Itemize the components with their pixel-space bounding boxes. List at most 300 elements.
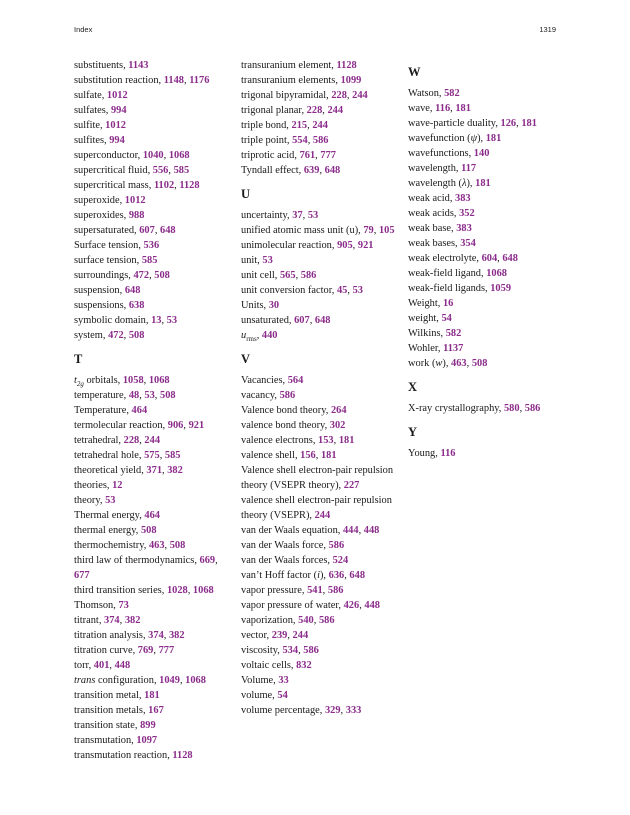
index-entry [74, 508, 234, 523]
page-reference-link[interactable]: 994 [110, 105, 127, 116]
entry-text: Thermal energy, [74, 510, 145, 521]
page-reference-link[interactable]: 383 [456, 223, 472, 234]
page-reference-link[interactable]: 448 [114, 660, 131, 671]
entry-text: , [307, 135, 313, 146]
entry-text: vacancy, [241, 390, 280, 401]
page-reference-link[interactable]: 586 [328, 540, 345, 551]
page-reference-link[interactable]: 1012 [124, 195, 146, 206]
page-reference-link[interactable]: 1176 [189, 75, 210, 86]
entry-text: superconductor, [74, 150, 143, 161]
page-reference-link[interactable]: 582 [444, 88, 460, 99]
italic-term: w [435, 358, 443, 369]
index-entry [74, 658, 234, 673]
index-entry [408, 266, 568, 281]
entry-text: , [347, 285, 353, 296]
entry-text: , [154, 390, 160, 401]
index-entry [241, 448, 401, 463]
entry-text: , [143, 375, 149, 386]
page-reference-link[interactable]: 181 [144, 690, 160, 701]
entry-text: , [315, 150, 321, 161]
entry-text: system, [74, 330, 109, 341]
entry-text: van der Waals force, [241, 540, 329, 551]
page-reference-link[interactable]: 117 [461, 163, 477, 174]
entry-text: transuranium elements, [241, 75, 341, 86]
entry-text: theories, [74, 480, 113, 491]
page-reference-link[interactable]: 463 [148, 540, 165, 551]
page-reference-link[interactable]: 215 [291, 120, 308, 131]
entry-text: , [109, 660, 115, 671]
page-reference-link[interactable]: 53 [166, 315, 178, 326]
page-reference-link[interactable]: 1040 [142, 150, 164, 161]
italic-term: trans [74, 675, 96, 686]
entry-text: , [516, 118, 522, 129]
index-entry [241, 118, 401, 133]
page-reference-link[interactable]: 228 [331, 90, 347, 101]
index-entry [241, 658, 401, 673]
index-entry [74, 433, 234, 448]
page-reference-link[interactable]: 374 [104, 615, 120, 626]
running-header-section: Index [74, 25, 93, 34]
entry-text: weak electrolyte, [408, 253, 482, 264]
entry-text: torr, [74, 660, 94, 671]
page-reference-link[interactable]: 227 [343, 480, 360, 491]
entry-text: , [344, 570, 350, 581]
page-reference-link[interactable]: 382 [167, 465, 183, 476]
page-reference-link[interactable]: 648 [324, 165, 341, 176]
entry-text: vapor pressure, [241, 585, 308, 596]
page-reference-link[interactable]: 73 [118, 600, 129, 611]
index-column-2 [241, 58, 401, 718]
page-reference-link[interactable]: 354 [460, 238, 476, 249]
page-reference-link[interactable]: 329 [324, 705, 341, 716]
page-reference-link[interactable]: 153 [318, 435, 334, 446]
page-reference-link[interactable]: 140 [473, 148, 490, 159]
index-entry [74, 643, 234, 658]
page-reference-link[interactable]: 116 [440, 448, 456, 459]
page-reference-link[interactable]: 116 [435, 103, 451, 114]
page-reference-link[interactable]: 582 [445, 328, 462, 339]
page-reference-link[interactable]: 639 [303, 165, 320, 176]
page-reference-link[interactable]: 448 [363, 525, 380, 536]
page-reference-link[interactable]: 508 [169, 540, 186, 551]
page-reference-link[interactable]: 607 [139, 225, 155, 236]
page-reference-link[interactable]: 1102 [153, 180, 175, 191]
page-reference-link[interactable]: 1097 [136, 735, 158, 746]
entry-text: surroundings, [74, 270, 134, 281]
page-reference-link[interactable]: 832 [296, 660, 312, 671]
index-entry [241, 58, 401, 73]
page-reference-link[interactable]: 905 [337, 240, 353, 251]
page-reference-link[interactable]: 156 [300, 450, 316, 461]
entry-text: , [313, 615, 319, 626]
entry-text: third transition series, [74, 585, 167, 596]
page-reference-link[interactable]: 564 [287, 375, 304, 386]
entry-text: , [139, 435, 145, 446]
page-reference-link[interactable]: 302 [329, 420, 346, 431]
italic-term: u [241, 330, 247, 341]
entry-text: valence bond theory, [241, 420, 330, 431]
index-entry [74, 733, 234, 748]
index-entry [74, 388, 234, 403]
entry-text: , [159, 450, 165, 461]
index-entry [241, 568, 401, 583]
entry-text: , [319, 165, 325, 176]
index-entry [74, 553, 234, 583]
page-reference-link[interactable]: 585 [173, 165, 190, 176]
page-reference-link[interactable]: 53 [352, 285, 363, 296]
index-entry [74, 373, 234, 388]
entry-text: theoretical yield, [74, 465, 147, 476]
index-entry [74, 283, 234, 298]
page-reference-link[interactable]: 1143 [128, 60, 149, 71]
entry-text: valence shell electron-pair repulsion theory (VSEPR), [241, 495, 392, 521]
page-reference-link[interactable]: 648 [349, 570, 366, 581]
index-entry [241, 673, 401, 688]
page-reference-link[interactable]: 575 [144, 450, 160, 461]
page-reference-link[interactable]: 508 [471, 358, 488, 369]
index-entry [74, 238, 234, 253]
index-entry [241, 73, 401, 88]
page-reference-link[interactable]: 988 [128, 210, 145, 221]
entry-text: Surface tension, [74, 240, 144, 251]
italic-term: t [74, 375, 77, 386]
page-reference-link[interactable]: 426 [343, 600, 360, 611]
entry-text: , [302, 210, 308, 221]
page-reference-link[interactable]: 994 [109, 135, 125, 146]
page-reference-link[interactable]: 540 [298, 615, 314, 626]
index-entry [74, 193, 234, 208]
page-reference-link[interactable]: 534 [282, 645, 299, 656]
entry-text: uncertainty, [241, 210, 293, 221]
page-reference-link[interactable]: 374 [148, 630, 164, 641]
page-reference-link[interactable]: 244 [144, 435, 161, 446]
entry-text: , [162, 465, 168, 476]
index-entry [241, 223, 401, 238]
page-reference-link[interactable]: 48 [128, 390, 140, 401]
entry-text: ), [466, 178, 476, 189]
entry-text: unit conversion factor, [241, 285, 337, 296]
entry-text: , [358, 525, 364, 536]
page-reference-link[interactable]: 464 [144, 510, 160, 521]
index-entry [408, 206, 568, 221]
page-reference-link[interactable]: 524 [332, 555, 349, 566]
entry-text: vaporization, [241, 615, 299, 626]
entry-text: transuranium element, [241, 60, 337, 71]
page-reference-link[interactable]: 556 [152, 165, 169, 176]
page-reference-link[interactable]: 1137 [443, 343, 464, 354]
page-reference-link[interactable]: 761 [299, 150, 316, 161]
page-reference-link[interactable]: 638 [128, 300, 145, 311]
index-entry [408, 281, 568, 296]
entry-text: work ( [408, 358, 436, 369]
entry-text: unsaturated, [241, 315, 295, 326]
index-entry [74, 133, 234, 148]
page-reference-link[interactable]: 382 [124, 615, 141, 626]
index-entry [241, 148, 401, 163]
page-reference-link[interactable]: 53 [105, 495, 116, 506]
index-entry [241, 88, 401, 103]
entry-text: valence electrons, [241, 435, 319, 446]
subscript-text: 2g [76, 380, 84, 388]
entry-text: , [256, 330, 262, 341]
page-reference-link[interactable]: 464 [131, 405, 148, 416]
index-entry [74, 178, 234, 193]
page-reference-link[interactable]: 54 [277, 690, 288, 701]
page-reference-link[interactable]: 181 [485, 133, 502, 144]
page-reference-link[interactable]: 777 [158, 645, 175, 656]
entry-text: , [183, 420, 189, 431]
page-reference-link[interactable]: 382 [168, 630, 185, 641]
page-reference-link[interactable]: 472 [133, 270, 150, 281]
page-reference-link[interactable]: 1068 [168, 150, 190, 161]
entry-text: , [174, 180, 180, 191]
entry-text: Wohler, [408, 343, 444, 354]
index-entry [241, 493, 401, 523]
page-reference-link[interactable]: 53 [307, 210, 319, 221]
entry-text: sulfite, [74, 120, 106, 131]
entry-text: wave-particle duality, [408, 118, 501, 129]
page-reference-link[interactable]: 586 [279, 390, 296, 401]
page-reference-link[interactable]: 586 [300, 270, 317, 281]
page-reference-link[interactable]: 33 [278, 675, 289, 686]
page-reference-link[interactable]: 264 [330, 405, 347, 416]
page-reference-link[interactable]: 921 [357, 240, 374, 251]
page-reference-link[interactable]: 541 [307, 585, 323, 596]
page-reference-link[interactable]: 648 [124, 285, 141, 296]
page-reference-link[interactable]: 228 [306, 105, 323, 116]
entry-text: theory, [74, 495, 106, 506]
page-reference-link[interactable]: 1068 [192, 585, 214, 596]
page-reference-link[interactable]: 181 [320, 450, 337, 461]
page-reference-link[interactable]: 105 [378, 225, 395, 236]
page-reference-link[interactable]: 472 [108, 330, 124, 341]
entry-text: van der Waals forces, [241, 555, 333, 566]
index-entry [241, 643, 401, 658]
page-reference-link[interactable]: 1068 [148, 375, 170, 386]
page-reference-link[interactable]: 777 [320, 150, 336, 161]
entry-text: valence shell, [241, 450, 301, 461]
entry-text: trigonal bipyramidal, [241, 90, 332, 101]
page-reference-link[interactable]: 921 [188, 420, 205, 431]
page-reference-link[interactable]: 1049 [159, 675, 180, 686]
entry-text: weak-field ligands, [408, 283, 491, 294]
entry-text: , [307, 120, 313, 131]
index-entry [241, 298, 401, 313]
index-entry [241, 688, 401, 703]
entry-text: vector, [241, 630, 272, 641]
page-reference-link[interactable]: 607 [294, 315, 310, 326]
entry-text: Temperature, [74, 405, 132, 416]
entry-text: ), [319, 570, 329, 581]
page-reference-link[interactable]: 769 [137, 645, 154, 656]
index-entry [408, 86, 568, 101]
page-reference-link[interactable]: 16 [442, 298, 454, 309]
page-reference-link[interactable]: 13 [151, 315, 162, 326]
page-reference-link[interactable]: 244 [327, 105, 344, 116]
entry-text: temperature, [74, 390, 129, 401]
page-reference-link[interactable]: 463 [451, 358, 467, 369]
page-reference-link[interactable]: 508 [128, 330, 145, 341]
entry-text: Tyndall effect, [241, 165, 304, 176]
entry-text: , [123, 330, 129, 341]
entry-text: sulfate, [74, 90, 107, 101]
entry-text: Young, [408, 448, 441, 459]
index-column-3 [408, 64, 568, 461]
index-entry [241, 103, 401, 118]
page-reference-link[interactable]: 45 [336, 285, 348, 296]
index-entry [408, 191, 568, 206]
entry-text: transition metal, [74, 690, 145, 701]
page-reference-link[interactable]: 585 [141, 255, 158, 266]
page-reference-link[interactable]: 333 [345, 705, 362, 716]
page-reference-link[interactable]: 580 [503, 403, 520, 414]
page-reference-link[interactable]: 181 [521, 118, 537, 129]
entry-text: transition state, [74, 720, 141, 731]
index-entry [241, 163, 401, 178]
page-reference-link[interactable]: 30 [268, 300, 280, 311]
page-reference-link[interactable]: 371 [146, 465, 163, 476]
page-reference-link[interactable]: 585 [164, 450, 181, 461]
index-entry [241, 433, 401, 448]
page-number: 1319 [539, 25, 556, 34]
entry-text: , [295, 270, 301, 281]
entry-text: suspensions, [74, 300, 129, 311]
page-reference-link[interactable]: 1068 [185, 675, 206, 686]
index-entry [241, 283, 401, 298]
page-reference-link[interactable]: 79 [363, 225, 374, 236]
index-entry [74, 118, 234, 133]
index-entry [241, 613, 401, 628]
page-reference-link[interactable]: 586 [524, 403, 541, 414]
page-reference-link[interactable]: 54 [441, 313, 452, 324]
index-entry [241, 388, 401, 403]
index-entry [408, 311, 568, 326]
page-reference-link[interactable]: 586 [327, 585, 344, 596]
index-entry [241, 703, 401, 718]
entry-text: triprotic acid, [241, 150, 300, 161]
page-reference-link[interactable]: 37 [292, 210, 303, 221]
page-reference-link[interactable]: 448 [364, 600, 380, 611]
index-entry [74, 673, 234, 688]
entry-text: , [163, 630, 169, 641]
index-letter-heading: W [408, 65, 421, 79]
page-reference-link[interactable]: 167 [148, 705, 164, 716]
entry-text: volume, [241, 690, 278, 701]
page-reference-link[interactable]: 1128 [172, 750, 193, 761]
entry-text: , [298, 645, 304, 656]
page-reference-link[interactable]: 1148 [163, 75, 184, 86]
page-reference-link[interactable]: 1059 [490, 283, 512, 294]
page-reference-link[interactable]: 53 [262, 255, 273, 266]
index-entry [408, 296, 568, 311]
index-entry [74, 613, 234, 628]
page-reference-link[interactable]: 244 [312, 120, 328, 131]
page-reference-link[interactable]: 352 [459, 208, 475, 219]
index-letter-heading: T [74, 352, 83, 366]
page-reference-link[interactable]: 648 [502, 253, 518, 264]
index-entry [74, 103, 234, 118]
page-reference-link[interactable]: 383 [455, 193, 471, 204]
index-entry [241, 598, 401, 613]
page-reference-link[interactable]: 126 [500, 118, 517, 129]
page-reference-link[interactable]: 604 [481, 253, 498, 264]
page-reference-link[interactable]: 648 [160, 225, 176, 236]
page-reference-link[interactable]: 586 [312, 135, 329, 146]
index-entry [74, 268, 234, 283]
index-entry [74, 403, 234, 418]
page-reference-link[interactable]: 669 [199, 555, 216, 566]
page-reference-link[interactable]: 1058 [122, 375, 144, 386]
page-reference-link[interactable]: 244 [352, 90, 368, 101]
page-reference-link[interactable]: 53 [144, 390, 155, 401]
page-reference-link[interactable]: 181 [475, 178, 491, 189]
entry-text: X-ray crystallography, [408, 403, 504, 414]
entry-text: , [519, 403, 525, 414]
entry-text: , [352, 240, 358, 251]
index-entry [74, 463, 234, 478]
page-reference-link[interactable]: 899 [140, 720, 156, 731]
page-reference-link[interactable]: 586 [318, 615, 335, 626]
index-entry [74, 748, 234, 763]
page-reference-link[interactable]: 1012 [106, 90, 128, 101]
entry-text: transmutation, [74, 735, 137, 746]
entry-text: suspension, [74, 285, 125, 296]
page-reference-link[interactable]: 508 [160, 390, 176, 401]
page-reference-link[interactable]: 636 [328, 570, 345, 581]
index-entry [74, 718, 234, 733]
subscript-text: rms [246, 335, 257, 343]
page-reference-link[interactable]: 508 [140, 525, 157, 536]
page-reference-link[interactable]: 565 [279, 270, 296, 281]
page-reference-link[interactable]: 1028 [166, 585, 188, 596]
page-reference-link[interactable]: 401 [93, 660, 110, 671]
page-reference-link[interactable]: 239 [271, 630, 288, 641]
page-reference-link[interactable]: 244 [292, 630, 309, 641]
page-reference-link[interactable]: 586 [303, 645, 319, 656]
entry-text: Watson, [408, 88, 445, 99]
page-reference-link[interactable]: 677 [74, 570, 90, 581]
index-entry [408, 401, 568, 416]
page-reference-link[interactable]: 906 [167, 420, 184, 431]
entry-text: , [161, 315, 167, 326]
entry-text: , [333, 435, 339, 446]
page-reference-link[interactable]: 554 [292, 135, 308, 146]
page-reference-link[interactable]: 181 [455, 103, 471, 114]
index-entry [408, 341, 568, 356]
page-reference-link[interactable]: 228 [123, 435, 140, 446]
page-reference-link[interactable]: 508 [154, 270, 170, 281]
entry-text: , [187, 585, 193, 596]
page-reference-link[interactable]: 1128 [336, 60, 357, 71]
entry-text: Volume, [241, 675, 279, 686]
page-reference-link[interactable]: 444 [342, 525, 359, 536]
entry-text: voltaic cells, [241, 660, 297, 671]
index-entry [408, 116, 568, 131]
page-reference-link[interactable]: 1099 [340, 75, 362, 86]
page-reference-link[interactable]: 1128 [179, 180, 200, 191]
page-reference-link[interactable]: 536 [143, 240, 160, 251]
page-reference-link[interactable]: 1012 [105, 120, 126, 131]
page-reference-link[interactable]: 648 [314, 315, 331, 326]
index-entry [74, 163, 234, 178]
index-entry [74, 703, 234, 718]
entry-text: , [287, 630, 293, 641]
page-reference-link[interactable]: 1068 [486, 268, 507, 279]
page-reference-link[interactable]: 244 [314, 510, 331, 521]
page-reference-link[interactable]: 181 [338, 435, 355, 446]
page-reference-link[interactable]: 440 [261, 330, 278, 341]
page-reference-link[interactable]: 12 [112, 480, 123, 491]
